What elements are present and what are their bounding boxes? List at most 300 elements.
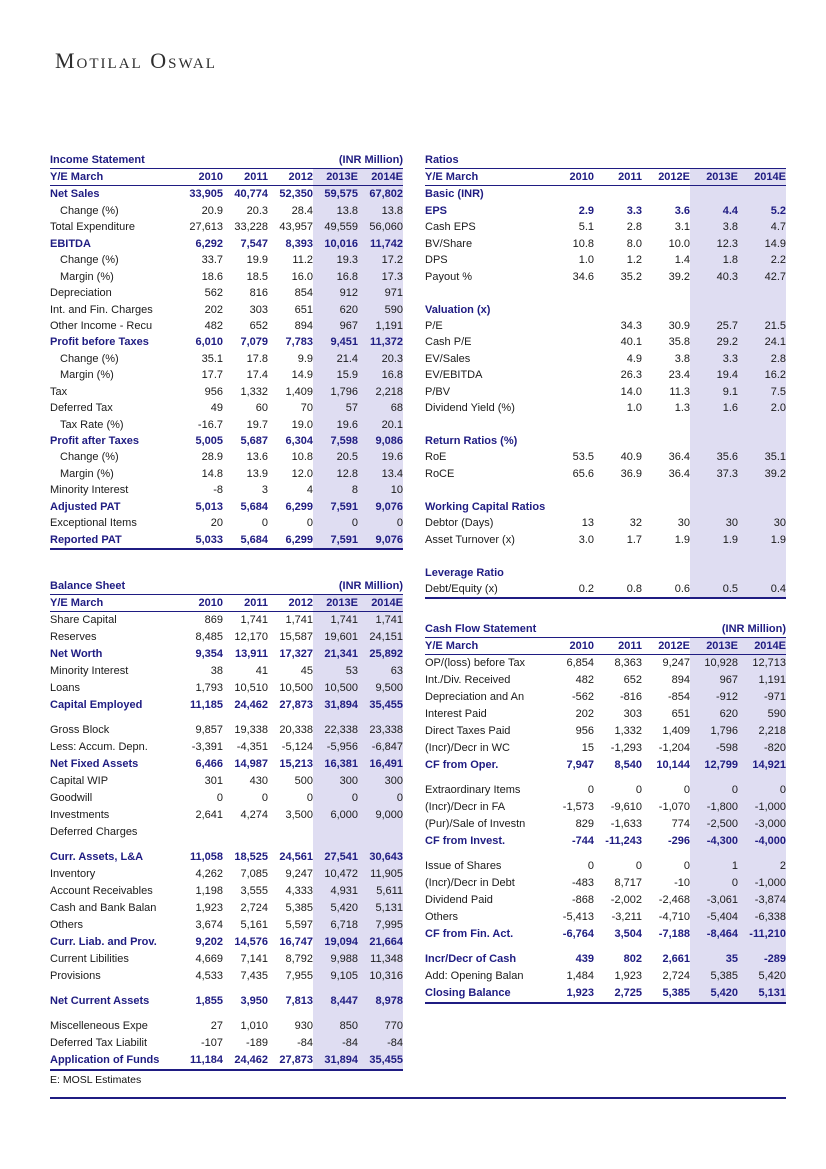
cell: [690, 565, 738, 581]
cell: 68: [358, 400, 403, 416]
cell: -6,764: [562, 928, 594, 940]
cell: 1,332: [614, 725, 642, 737]
cell: [642, 417, 690, 433]
cell: 21.4: [313, 351, 358, 367]
cell: -5,404: [690, 909, 738, 926]
cell: 2,218: [358, 384, 403, 400]
cell: 5,033: [195, 533, 223, 546]
cell: [690, 285, 738, 301]
cell: 1.0: [578, 254, 594, 267]
cell: -1,070: [658, 801, 690, 813]
row-label: OP/(loss) before Tax: [425, 657, 526, 669]
cell: 20.9: [201, 204, 223, 217]
cell: 1,198: [195, 885, 223, 897]
cell: 7.5: [738, 384, 786, 400]
row-label: Leverage Ratio: [425, 566, 504, 579]
cell: 1,191: [738, 672, 786, 689]
cell: 0: [313, 790, 358, 807]
cell: 35.2: [620, 270, 642, 283]
table-title: Income Statement: [50, 154, 145, 166]
table-row: [425, 757, 786, 774]
cell: [594, 186, 642, 202]
cell: 854: [294, 287, 313, 300]
cell: [642, 943, 690, 951]
table-row: [425, 581, 786, 597]
cell: 16.0: [291, 270, 313, 283]
cell: 16.2: [738, 367, 786, 383]
cell: -11,243: [605, 835, 642, 847]
cell: 49: [210, 402, 223, 415]
cell: 3.8: [674, 352, 690, 365]
cell: 5,684: [240, 500, 268, 513]
cell: 24,561: [279, 851, 313, 863]
row-label: [50, 841, 178, 849]
row-label: Reserves: [50, 631, 97, 643]
cell: 6,292: [195, 237, 223, 250]
table-row: [425, 655, 786, 672]
table-row: [425, 968, 786, 985]
cell: 1,923: [566, 987, 594, 999]
cell: 53: [313, 663, 358, 680]
cell: 8,485: [195, 631, 223, 643]
cell: [546, 565, 594, 581]
cell: [546, 774, 594, 782]
cell: 57: [313, 400, 358, 416]
cell: 9,105: [313, 968, 358, 985]
cell: [358, 985, 403, 993]
cell: 1,855: [195, 995, 223, 1007]
motilal-oswal-logo: Motilal Oswal: [55, 48, 217, 73]
table-row: [50, 318, 403, 334]
table-row: [50, 722, 403, 739]
table-row: [425, 672, 786, 689]
cell: 3,555: [240, 885, 268, 897]
cell: 202: [575, 708, 594, 720]
cell: [642, 302, 690, 318]
cell: 19.3: [313, 252, 358, 268]
cell: 1,793: [195, 682, 223, 694]
cell: 39.2: [668, 270, 690, 283]
cell: 1,923: [614, 970, 642, 982]
cell: 8.0: [626, 237, 642, 250]
cell: [178, 841, 223, 849]
cell: 5,385: [690, 968, 738, 985]
cell: 14.8: [201, 467, 223, 480]
cell: 10,016: [313, 236, 358, 252]
cell: 869: [204, 614, 223, 626]
row-label: [425, 548, 546, 564]
cell: 10,500: [279, 682, 313, 694]
cell: 30: [690, 515, 738, 531]
row-label: (Incr)/Decr in FA: [425, 801, 506, 813]
row-label: (Pur)/Sale of Investn: [425, 818, 526, 830]
row-label: Net Fixed Assets: [50, 758, 139, 770]
cell: 10,316: [358, 968, 403, 985]
row-label: Change (%): [60, 204, 119, 217]
table-row: [425, 706, 786, 723]
cell: 60: [255, 402, 268, 415]
cell: 67,802: [358, 186, 403, 202]
table-row: [50, 302, 403, 318]
cell: 40,774: [234, 188, 268, 201]
cell: [178, 714, 223, 722]
row-label: Deferred Tax Liabilit: [50, 1037, 148, 1049]
header-year: 2010: [569, 640, 594, 652]
cell: [594, 433, 642, 449]
cell: [223, 841, 268, 849]
cell: [358, 1010, 403, 1018]
row-label: Capital WIP: [50, 775, 109, 787]
cell: 25.7: [690, 318, 738, 334]
row-label: Cash EPS: [425, 221, 476, 234]
row-label: Working Capital Ratios: [425, 500, 546, 513]
table-row: [50, 824, 403, 841]
row-label: Investments: [50, 809, 110, 821]
cell: 15,213: [279, 758, 313, 770]
cell: [358, 714, 403, 722]
cell: 3,500: [285, 809, 313, 821]
cell: 0: [313, 515, 358, 531]
cell: -3,211: [611, 911, 642, 923]
cell: 0: [690, 875, 738, 892]
cell: 0: [738, 782, 786, 799]
cell: 303: [249, 303, 268, 316]
spacer-row: [50, 985, 403, 993]
header-label: Y/E March: [425, 640, 479, 652]
cell: [268, 841, 313, 849]
cell: 7,435: [240, 970, 268, 982]
cell: 0: [358, 790, 403, 807]
row-label: Valuation (x): [425, 303, 491, 316]
cell: -11,210: [738, 926, 786, 943]
header-year: 2012: [288, 171, 313, 183]
cell: 1,409: [662, 725, 690, 737]
cell: [594, 285, 642, 301]
cell: 301: [204, 775, 223, 787]
cell: 30.9: [668, 319, 690, 332]
ratios-table: [425, 152, 786, 599]
cell: [690, 482, 738, 498]
table-title: Cash Flow Statement: [425, 623, 537, 635]
row-label: Direct Taxes Paid: [425, 725, 511, 737]
cell: 35.8: [668, 336, 690, 349]
cell: [546, 400, 594, 416]
cell: [690, 417, 738, 433]
cell: 10,510: [234, 682, 268, 694]
cell: 20.3: [358, 351, 403, 367]
cell: -7,188: [658, 928, 690, 940]
cell: 27,873: [279, 1054, 313, 1066]
cell: 2.0: [738, 400, 786, 416]
row-label: CF from Fin. Act.: [425, 928, 514, 940]
table-row: [50, 790, 403, 807]
cell: 30: [677, 517, 690, 530]
table-row: [50, 756, 403, 773]
row-label: Inventory: [50, 868, 96, 880]
row-label: Minority Interest: [50, 484, 129, 497]
spacer-row: [425, 482, 786, 498]
table-row: [50, 466, 403, 482]
cell: [594, 565, 642, 581]
header-year: 2010: [198, 171, 223, 183]
table-row: [50, 515, 403, 531]
cell: 5,005: [195, 435, 223, 447]
cell: 15,587: [279, 631, 313, 643]
row-label: [50, 1010, 178, 1018]
cell: 14,576: [234, 936, 268, 948]
cell: 2,725: [614, 987, 642, 999]
cell: 4,333: [285, 885, 313, 897]
row-label: Net Worth: [50, 648, 103, 660]
cell: -971: [738, 689, 786, 706]
cell: 63: [358, 663, 403, 680]
table-row: [425, 689, 786, 706]
cell: -1,293: [610, 742, 642, 754]
cell: [594, 302, 642, 318]
cell: 8,447: [313, 993, 358, 1010]
row-label: Debtor (Days): [425, 517, 494, 530]
cell: 28.9: [201, 451, 223, 464]
cell: 1.9: [674, 533, 690, 546]
cell: 9,247: [285, 868, 313, 880]
cell: -2,468: [658, 894, 690, 906]
cell: 5,420: [690, 985, 738, 1002]
row-label: (Incr)/Decr in Debt: [425, 877, 515, 889]
row-label: [425, 850, 546, 858]
table-rows: [425, 186, 786, 599]
table-row: [425, 532, 786, 548]
cell: 34.3: [620, 319, 642, 332]
cell: [178, 824, 223, 841]
cell: 1.2: [626, 254, 642, 267]
cell: 967: [690, 672, 738, 689]
cell: 19.6: [313, 417, 358, 433]
row-label: Depreciation and An: [425, 691, 525, 703]
header-year: 2012E: [658, 171, 690, 183]
cell: [594, 774, 642, 782]
cell: 7,079: [240, 336, 268, 349]
cell: 4,262: [195, 868, 223, 880]
cell: -598: [690, 740, 738, 757]
table-title: Balance Sheet: [50, 580, 126, 592]
cell: 35.6: [690, 449, 738, 465]
header-year: 2013E: [690, 169, 738, 185]
row-label: Issue of Shares: [425, 860, 502, 872]
table-unit: (INR Million): [338, 580, 403, 592]
table-row: [425, 515, 786, 531]
cell: 3,950: [240, 995, 268, 1007]
cell: 49,559: [313, 219, 358, 235]
cell: 894: [294, 319, 313, 332]
row-label: Payout %: [425, 270, 473, 283]
cell: 971: [358, 285, 403, 301]
cell: 20: [210, 517, 223, 530]
cell: [738, 548, 786, 564]
row-label: Share Capital: [50, 614, 117, 626]
table-header-row: [425, 169, 786, 186]
cell: [690, 499, 738, 515]
cell: 5.1: [578, 221, 594, 234]
cell: [690, 433, 738, 449]
row-label: DPS: [425, 254, 448, 267]
row-label: [50, 985, 178, 993]
cell: -854: [667, 691, 690, 703]
cell: 5,385: [662, 987, 690, 999]
cell: 13,911: [234, 648, 268, 660]
cell: 9,354: [195, 648, 223, 660]
cell: 35: [690, 951, 738, 968]
table-row: [50, 384, 403, 400]
table-row: [50, 482, 403, 498]
cell: 32: [629, 517, 642, 530]
cell: 10,928: [690, 655, 738, 672]
row-label: Margin (%): [60, 369, 114, 382]
table-row: [425, 833, 786, 850]
cell: 3.0: [578, 533, 594, 546]
balance-sheet-table: [50, 578, 403, 1086]
cell: 13: [581, 517, 594, 530]
cell: [358, 824, 403, 841]
cell: 4,931: [313, 883, 358, 900]
cell: -4,710: [658, 911, 690, 923]
row-label: Others: [50, 919, 84, 931]
cell: 45: [300, 665, 313, 677]
cell: 3.3: [690, 351, 738, 367]
cell: [546, 302, 594, 318]
cell: 651: [671, 708, 690, 720]
table-row: [425, 909, 786, 926]
cell: -4,300: [690, 833, 738, 850]
cell: [546, 367, 594, 383]
table-row: [425, 782, 786, 799]
spacer-row: [50, 714, 403, 722]
table-row: [425, 799, 786, 816]
cell: 7,783: [285, 336, 313, 349]
cell: 7,591: [313, 499, 358, 515]
cell: 59,575: [313, 186, 358, 202]
cell: -483: [571, 877, 594, 889]
cell: 14,921: [738, 757, 786, 774]
cell: 912: [313, 285, 358, 301]
cell: 1.4: [674, 254, 690, 267]
cell: -1,000: [738, 799, 786, 816]
table-rows: [425, 655, 786, 1004]
cell: 6,854: [566, 657, 594, 669]
cell: -4,000: [738, 833, 786, 850]
row-label: Tax Rate (%): [60, 418, 124, 431]
cell: 11,058: [189, 851, 223, 863]
cell: -1,800: [690, 799, 738, 816]
cell: -189: [245, 1037, 268, 1049]
row-label: Dividend Yield (%): [425, 402, 515, 415]
cell: [642, 482, 690, 498]
cell: [690, 302, 738, 318]
cell: 14.9: [738, 236, 786, 252]
cell: 6,299: [285, 500, 313, 513]
cell: 1.0: [626, 402, 642, 415]
cell: 13.4: [358, 466, 403, 482]
table-row: [50, 866, 403, 883]
cell: [594, 943, 642, 951]
cell: -1,204: [658, 742, 690, 754]
cell: 21,664: [358, 934, 403, 951]
table-row: [50, 739, 403, 756]
cell: [546, 351, 594, 367]
cell: 33,905: [189, 188, 223, 201]
cell: 1.9: [690, 532, 738, 548]
cell: 36.4: [668, 451, 690, 464]
cell: 0: [261, 792, 268, 804]
cell: 16.8: [313, 269, 358, 285]
cell: 10,472: [313, 866, 358, 883]
table-row: [50, 663, 403, 680]
cell: [738, 433, 786, 449]
table-row: [50, 1052, 403, 1069]
cell: -3,874: [738, 892, 786, 909]
cell: 14.9: [291, 369, 313, 382]
table-row: [425, 252, 786, 268]
cell: 2: [738, 858, 786, 875]
row-label: Others: [425, 911, 459, 923]
row-label: Provisions: [50, 970, 101, 982]
cell: 39.2: [738, 466, 786, 482]
cell: 35,455: [358, 1052, 403, 1069]
cell: 6,718: [313, 917, 358, 934]
cell: 19,601: [313, 629, 358, 646]
table-row: [425, 203, 786, 219]
table-title-row: [425, 152, 786, 169]
cell: 17.3: [358, 269, 403, 285]
cell: [313, 714, 358, 722]
cell: 9,500: [358, 680, 403, 697]
cell: 620: [690, 706, 738, 723]
cell: -868: [571, 894, 594, 906]
cell: 8,717: [614, 877, 642, 889]
cell: 8,393: [285, 237, 313, 250]
cell: 35,455: [358, 697, 403, 714]
cell: 2.9: [578, 204, 594, 217]
cell: 770: [358, 1018, 403, 1035]
cell: 19.4: [690, 367, 738, 383]
header-year: 2013E: [690, 638, 738, 654]
cell: 27,873: [279, 699, 313, 711]
row-label: EV/EBITDA: [425, 369, 483, 382]
cell: -1,000: [738, 875, 786, 892]
cell: 4.9: [626, 352, 642, 365]
table-row: [425, 875, 786, 892]
cell: 3,504: [614, 928, 642, 940]
cell: -3,061: [690, 892, 738, 909]
cell: 9.1: [690, 384, 738, 400]
header-label: Y/E March: [50, 171, 104, 183]
table-row: [425, 400, 786, 416]
cell: 11,348: [358, 951, 403, 968]
cell: 202: [204, 303, 223, 316]
cell: 27,613: [189, 221, 223, 234]
cell: 8: [313, 482, 358, 498]
cell: [268, 1010, 313, 1018]
cell: -5,413: [562, 911, 594, 923]
cell: 7,813: [285, 995, 313, 1007]
table-row: [425, 816, 786, 833]
header-label: Y/E March: [50, 597, 104, 609]
spacer-row: [425, 850, 786, 858]
row-label: Curr. Liab. and Prov.: [50, 936, 157, 948]
cell: [738, 499, 786, 515]
table-row: [50, 646, 403, 663]
row-label: EV/Sales: [425, 352, 471, 365]
row-label: Goodwill: [50, 792, 93, 804]
